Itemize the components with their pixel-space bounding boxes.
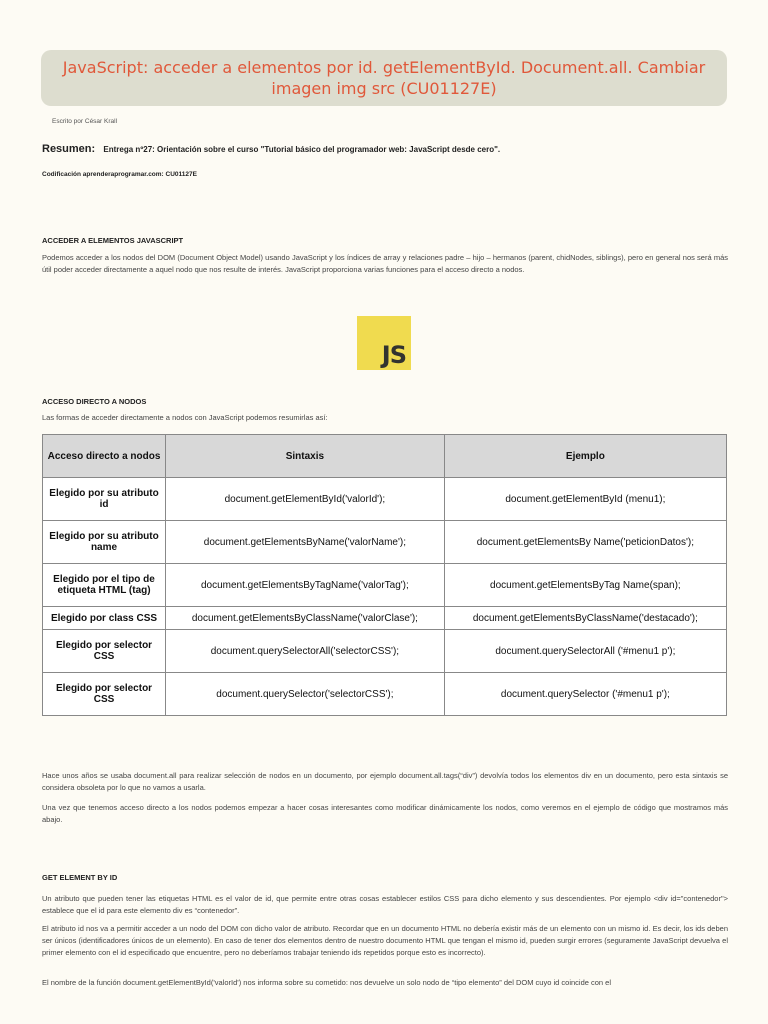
section-heading-acceso-directo: ACCESO DIRECTO A NODOS [42,397,147,406]
table-row [43,564,727,607]
table-cell: document.getElementsByName('valorName'); [166,521,445,564]
table-cell: document.querySelectorAll ('#menu1 p'); [444,630,726,673]
table-row [43,673,727,716]
table-cell: document.getElementById('valorId'); [166,478,445,521]
js-logo-text: JS [381,341,406,369]
table-cell: document.querySelector('selectorCSS'); [166,673,445,716]
table-cell: document.getElementById (menu1); [444,478,726,521]
table-cell: document.getElementsByClassName('valorClase'); [166,607,445,630]
paragraph-atributo-id: Un atributo que pueden tener las etiquetas HTML es el valor de id, que permite entre otras cosas establecer estilos CSS para dicho elemento y sus descendientes. Por ejemplo <div id="contenedor"> establece que el id para este elemento div es “contenedor”. [42,894,728,915]
table-cell: Elegido por class CSS [43,607,166,630]
title-banner [41,50,727,106]
access-methods-table [42,434,727,716]
table-row [43,607,727,630]
paragraph-ids-unicos: El atributo id nos va a permitir acceder a un nodo del DOM con dicho valor de atributo. Recordar que en un documento HTML no debería existir más de un elemento con un mismo id. Es decir, los ids deben ser únicos (identificadores únicos de un elemento). En caso de tener dos elementos dentro de nuestro documento HTML que tengan el mismo id, pueden surgir errores (seguramente JavaScript devuelva el primer elemento con el id especificado que encuentre, pero no deberíamos trabajar teniendo ids repetidos porque esto es incorrecto). [42,924,728,957]
section-paragraph-acceso-directo: Las formas de acceder directamente a nodos con JavaScript podemos resumirlas así: [42,413,328,422]
section-heading-acceder: ACCEDER A ELEMENTOS JAVASCRIPT [42,236,184,245]
table-header-row [43,435,727,478]
table-cell: Elegido por el tipo de etiqueta HTML (tag) [43,564,166,607]
table-row [43,478,727,521]
table-cell: Elegido por selector CSS [43,673,166,716]
table-header: Sintaxis [166,435,445,478]
table-cell: document.getElementsByClassName('destacado'); [444,607,726,630]
section-paragraph-acceder: Podemos acceder a los nodos del DOM (Document Object Model) usando JavaScript y los índices de array y relaciones padre – hijo – hermanos (parent, chidNodes, siblings), pero en general nos será más útil poder acceder directamente a aquel nodo que nos resulte de interés. JavaScript proporciona varias funciones para el acceso directo a nodos. [42,253,728,274]
table-cell: Elegido por selector CSS [43,630,166,673]
paragraph-document-all: Hace unos años se usaba document.all para realizar selección de nodos en un documento, por ejemplo document.all.tags(“div”) devolvía todos los elementos div en un documento, pero esta sintaxis se considera obsoleta por lo que no vamos a usarla. [42,771,728,792]
page-title: JavaScript: acceder a elementos por id. getElementById. Document.all. Cambiar imagen img src (CU01127E) [62,58,706,98]
table-cell: document.querySelector ('#menu1 p'); [444,673,726,716]
table-cell: document.getElementsBy Name('peticionDatos'); [444,521,726,564]
paragraph-acceso-directo-nodos: Una vez que tenemos acceso directo a los nodos podemos empezar a hacer cosas interesantes como modificar dinámicamente los nodos, como veremos en el ejemplo de código que mostramos más abajo. [42,803,728,824]
table-cell: document.getElementsByTagName('valorTag'); [166,564,445,607]
table-header: Ejemplo [444,435,726,478]
section-heading-get-element-by-id: GET ELEMENT BY ID [42,873,118,882]
js-logo [357,316,411,370]
summary [42,143,500,155]
summary-label: Resumen: [42,143,96,155]
table-cell: Elegido por su atributo id [43,478,166,521]
table-cell: document.getElementsByTag Name(span); [444,564,726,607]
table-header: Acceso directo a nodos [43,435,166,478]
course-code: Codificación aprenderaprogramar.com: CU01127E [42,171,197,178]
author-line: Escrito por César Krall [52,118,118,125]
paragraph-nombre-funcion: El nombre de la función document.getElementById('valorId') nos informa sobre su cometido: nos devuelve un solo nodo de “tipo elemento” del DOM cuyo id coincide con el [42,978,612,987]
table-row [43,630,727,673]
table-row [43,521,727,564]
table-cell: Elegido por su atributo name [43,521,166,564]
table-cell: document.querySelectorAll('selectorCSS'); [166,630,445,673]
summary-text: Entrega nº27: Orientación sobre el curso "Tutorial básico del programador web: JavaScript desde cero". [103,145,501,154]
